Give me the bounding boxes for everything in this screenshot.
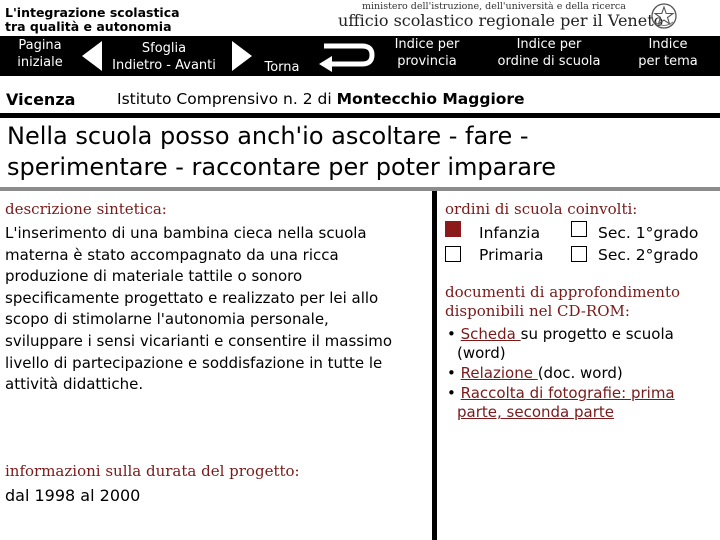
index-by-province-link[interactable]: [382, 36, 472, 70]
order-label-infanzia: Infanzia: [479, 224, 541, 242]
order-label-sec-1-grado: Sec. 1°grado: [598, 224, 699, 242]
document-item-photos: [447, 384, 717, 422]
header-divider: [0, 113, 720, 118]
back-link[interactable]: Torna: [264, 60, 300, 75]
description-label: descrizione sintetica:: [5, 200, 167, 218]
title-divider: [0, 187, 720, 191]
column-divider: [432, 191, 437, 540]
documents-label: [445, 283, 715, 321]
school-orders-label: ordini di scuola coinvolti:: [445, 200, 638, 218]
previous-arrow-icon[interactable]: [80, 39, 104, 73]
scheda-description: su progetto e scuola: [520, 325, 674, 343]
site-title-line2: tra qualità e autonomia: [5, 19, 172, 34]
browse-link-line1: Sfoglia: [141, 41, 187, 56]
index-by-school-order-line1: Indice per: [516, 37, 582, 52]
photo-collection-parts-link[interactable]: parte, seconda parte: [457, 403, 614, 421]
institute-prefix: Istituto Comprensivo n. 2 di: [117, 90, 332, 108]
relazione-format: (doc. word): [537, 364, 623, 382]
index-by-theme-line2: per tema: [638, 54, 698, 69]
index-by-province-line2: provincia: [397, 54, 457, 69]
institute-city: Montecchio Maggiore: [336, 90, 525, 108]
description-line: L'inserimento di una bambina cieca nella scuola: [5, 224, 367, 242]
index-by-theme-line1: Indice: [648, 37, 688, 52]
description-text: [5, 223, 410, 396]
home-link-line2: iniziale: [17, 55, 63, 70]
description-line: sviluppare i sensi vicarianti e consentire il massimo: [5, 331, 393, 350]
document-item-scheda: [447, 325, 717, 363]
description-line: attività didattiche.: [5, 375, 144, 394]
description-line: materna è stato accompagnato da una ricca: [5, 245, 339, 264]
duration-label: informazioni sulla durata del progetto:: [5, 462, 300, 480]
order-label-sec-2-grado: Sec. 2°grado: [598, 246, 699, 264]
office-name: ufficio scolastico regionale per il Veneto: [338, 11, 664, 30]
checkbox-sec-1-grado: [571, 221, 587, 237]
documents-label-line2: disponibili nel CD-ROM:: [445, 302, 630, 320]
checkbox-sec-2-grado: [571, 246, 587, 262]
index-by-theme-link[interactable]: [630, 36, 706, 70]
home-link[interactable]: [10, 37, 70, 71]
description-line: specificamente progettato e realizzato per lei allo: [5, 288, 379, 307]
project-title: [7, 121, 707, 183]
index-by-province-line1: Indice per: [394, 37, 460, 52]
description-line: scopo di stimolarne l'autonomia personale,: [5, 310, 329, 329]
project-title-line1: Nella scuola posso anch'io ascoltare - fare -: [7, 122, 529, 150]
scheda-link[interactable]: Scheda: [460, 325, 521, 343]
bullet: •: [447, 384, 456, 402]
documents-label-line1: documenti di approfondimento: [445, 283, 681, 301]
order-label-primaria: Primaria: [479, 246, 544, 264]
index-by-school-order-line2: ordine di scuola: [497, 54, 601, 69]
return-arrow-icon[interactable]: [316, 37, 376, 73]
browse-link[interactable]: [102, 40, 226, 74]
checkbox-infanzia: [445, 221, 461, 237]
bullet: •: [447, 364, 456, 382]
institute-name: [117, 90, 525, 108]
photo-collection-link[interactable]: Raccolta di fotografie: prima: [460, 384, 675, 402]
site-title-line1: L'integrazione scolastica: [5, 5, 180, 20]
scheda-format: (word): [457, 344, 506, 362]
ministry-name: ministero dell'istruzione, dell'università e della ricerca: [362, 1, 626, 12]
next-arrow-icon[interactable]: [230, 39, 254, 73]
site-title: [5, 4, 180, 36]
duration-value: dal 1998 al 2000: [5, 486, 141, 505]
browse-link-line2: Indietro - Avanti: [112, 58, 216, 73]
project-title-line2: sperimentare - raccontare per poter imparare: [7, 153, 556, 181]
republic-emblem-icon: [650, 2, 678, 30]
bullet: •: [447, 325, 456, 343]
description-line: livello di partecipazione e soddisfazione in tutte le: [5, 353, 383, 372]
relazione-link[interactable]: Relazione: [460, 364, 538, 382]
nav-bar: [0, 36, 720, 76]
description-line: produzione di materiale tattile o sonoro: [5, 267, 303, 286]
home-link-line1: Pagina: [18, 38, 62, 53]
province-name: Vicenza: [6, 90, 76, 109]
document-item-relazione: [447, 364, 717, 383]
checkbox-primaria: [445, 246, 461, 262]
index-by-school-order-link[interactable]: [488, 36, 610, 70]
